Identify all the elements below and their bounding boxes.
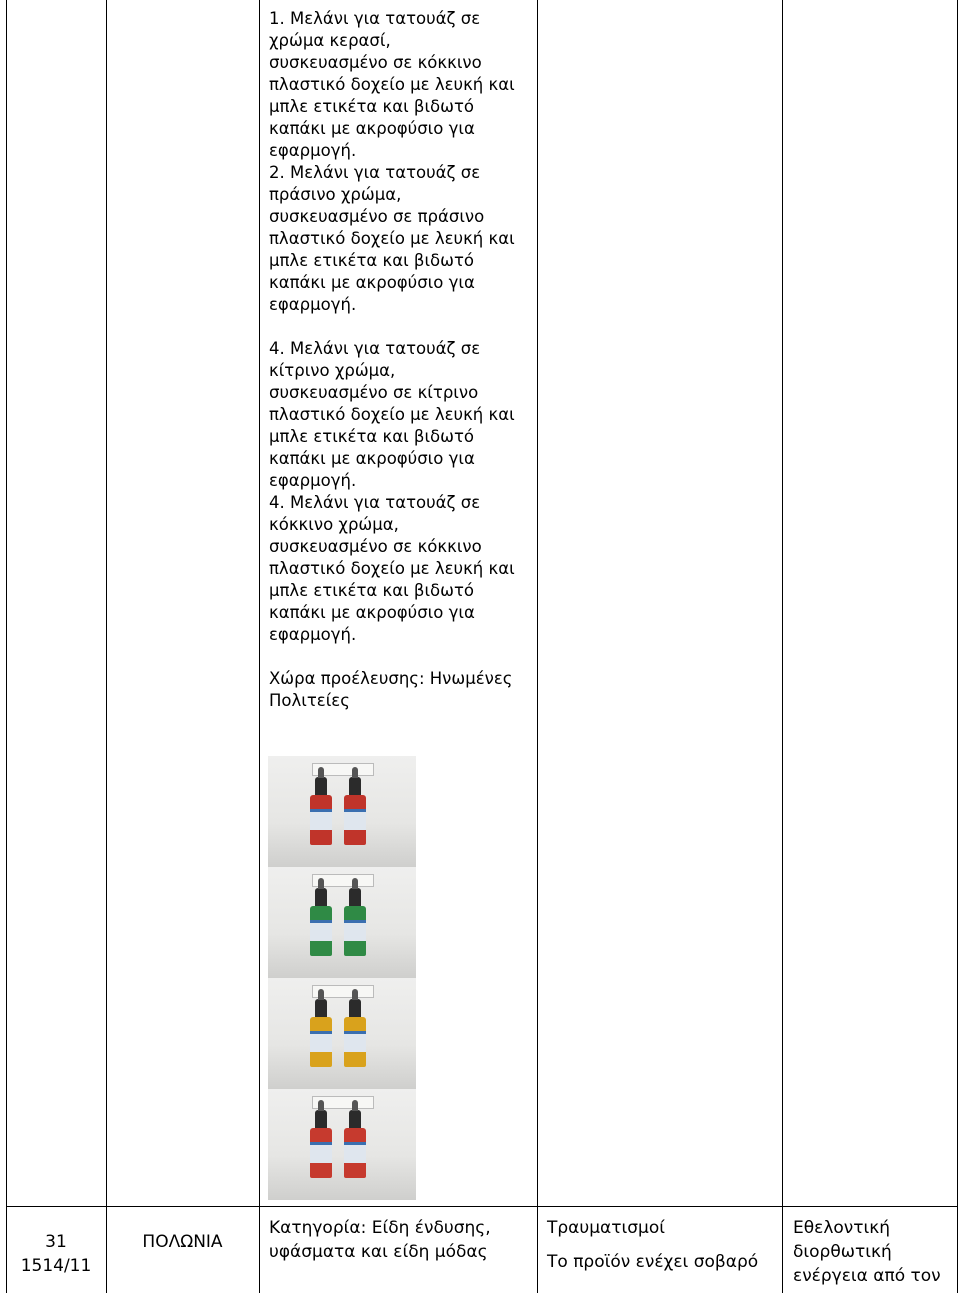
- col-border-5: [957, 0, 958, 1293]
- category: Κατηγορία: Είδη ένδυσης, υφάσματα και είδη μόδας: [269, 1218, 491, 1262]
- row-reference: 1514/11: [20, 1256, 92, 1276]
- bottle-icon: [344, 906, 366, 956]
- bottle-icon: [310, 906, 332, 956]
- bottle-icon: [310, 1017, 332, 1067]
- risk-title: Τραυματισμοί: [547, 1218, 665, 1238]
- bottle-icon: [344, 1128, 366, 1178]
- product-photo-cherry: [268, 756, 416, 867]
- row-number: 31: [45, 1232, 67, 1252]
- row-number-cell: [6, 1230, 106, 1278]
- product-photo-green: [268, 867, 416, 978]
- col-border-0: [6, 0, 7, 1293]
- col-border-3: [537, 0, 538, 1293]
- product-photos: [268, 756, 416, 1200]
- bottle-icon: [344, 795, 366, 845]
- row-border: [6, 1206, 958, 1207]
- risk-cell: [547, 1216, 779, 1274]
- col-border-1: [106, 0, 107, 1293]
- risk-text: Το προϊόν ενέχει σοβαρό: [547, 1252, 759, 1272]
- country: ΠΟΛΩΝΙΑ: [142, 1232, 223, 1252]
- col-border-4: [782, 0, 783, 1293]
- bottle-icon: [310, 795, 332, 845]
- bottle-icon: [310, 1128, 332, 1178]
- col-border-2: [259, 0, 260, 1293]
- country-cell: [106, 1230, 259, 1254]
- product-photo-yellow: [268, 978, 416, 1089]
- measures: Εθελοντική διορθωτική ενέργεια από τον: [793, 1218, 941, 1286]
- product-description: 1. Μελάνι για τατουάζ σε χρώμα κερασί, συσκευασμένο σε κόκκινο πλαστικό δοχείο με λευκή και μπλε ετικέτα και βιδωτό καπάκι με ακροφύσιο για εφαρμογή. 2. Μελάνι για τατουάζ σε πράσινο χρώμα, συσκευασμένο σε πράσινο πλαστικό δοχείο με λευκή και μπλε ετικέτα και βιδωτό καπάκι με ακροφύσιο για εφαρμογή. 4. Μελάνι για τατουάζ σε κίτρινο χρώμα, συσκευασμένο σε κίτρινο πλαστικό δοχείο με λευκή και μπλε ετικέτα και βιδωτό καπάκι με ακροφύσιο για εφαρμογή. 4. Μελάνι για τατουάζ σε κόκκινο χρώμα, συσκευασμένο σε κόκκινο πλαστικό δοχείο με λευκή και μπλε ετικέτα και βιδωτό καπάκι με ακροφύσιο για εφαρμογή. Χώρα προέλευσης: Ηνωμένες Πολιτείες: [269, 9, 515, 710]
- product-photo-red: [268, 1089, 416, 1200]
- bottle-icon: [344, 1017, 366, 1067]
